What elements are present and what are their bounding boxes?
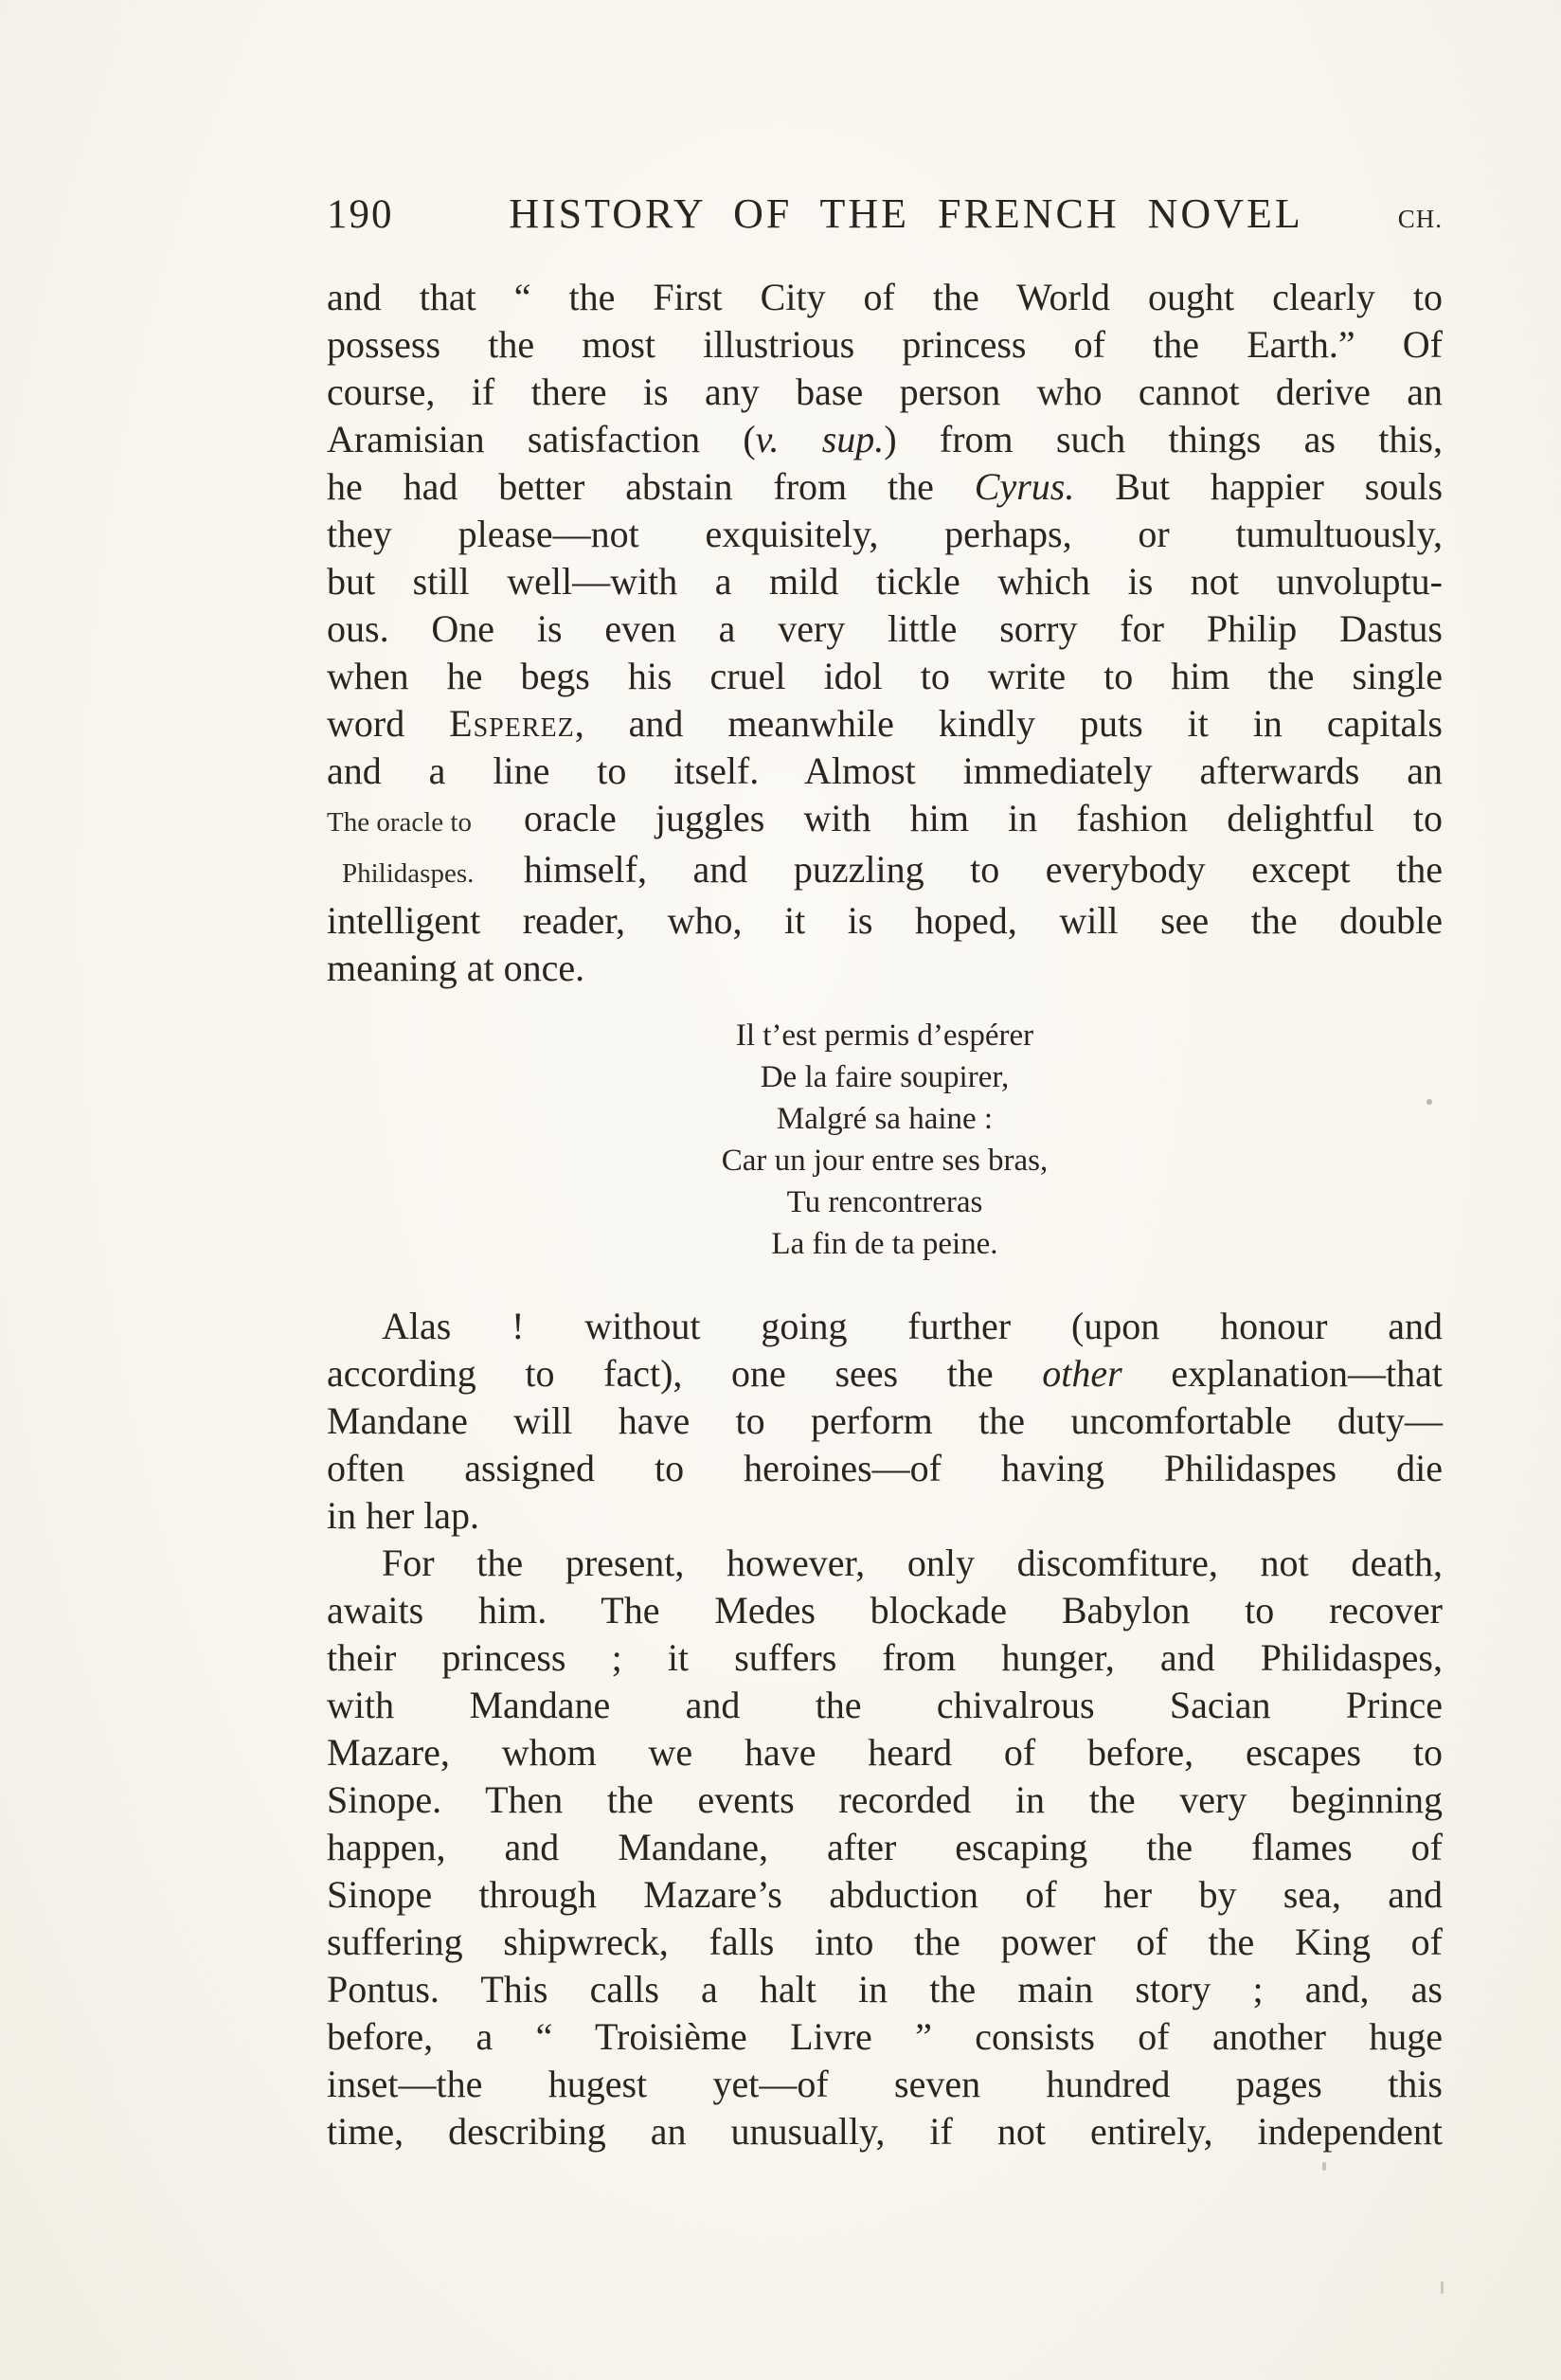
text-segment: Mazare, whom we have heard of before, escapes to [327, 1731, 1443, 1774]
text-segment: Aramisian satisfaction ( [327, 418, 756, 460]
verse-line: Malgré sa haine : [776, 1102, 994, 1136]
italic-text: other [1042, 1352, 1122, 1395]
text-line [327, 2061, 1443, 2108]
text-segment: course, if there is any base person who cannot derive an [327, 370, 1443, 413]
paragraph [327, 274, 1443, 992]
text-line [327, 1587, 1443, 1634]
text-line [327, 274, 1443, 321]
verse-line: Tu rencontreras [786, 1185, 983, 1219]
text-segment: suffering shipwreck, falls into the power of the King of [327, 1920, 1443, 1963]
text-segment: word [327, 702, 450, 745]
text-line [327, 1445, 1443, 1492]
verse-line: De la faire soupirer, [760, 1060, 1010, 1094]
italic-text: Cyrus. [974, 465, 1075, 508]
small-caps-text: Esperez [449, 702, 575, 745]
text-segment: happen, and Mandane, after escaping the flames of [327, 1826, 1443, 1868]
text-segment: But happier souls [1074, 465, 1444, 508]
text-segment: himself, and puzzling to everybody except the [524, 848, 1443, 891]
text-segment: Pontus. This calls a halt in the main story ; and, as [327, 1968, 1443, 2010]
text-line [327, 1634, 1443, 1682]
text-segment: with Mandane and the chivalrous Sacian Prince [327, 1684, 1443, 1726]
text-line [327, 1729, 1443, 1776]
text-segment: ) from such things as this, [884, 418, 1443, 460]
running-title: HISTORY OF THE FRENCH NOVEL [509, 190, 1303, 237]
text-line [327, 463, 1443, 511]
text-segment: Alas ! without going further (upon honour and [382, 1305, 1443, 1347]
text-column [327, 188, 1443, 2155]
text-segment: in her lap. [327, 1494, 480, 1537]
text-segment: when he begs his cruel idol to write to him the single [327, 655, 1443, 697]
text-segment: Sinope through Mazare’s abduction of her by sea, and [327, 1873, 1443, 1916]
paragraph [327, 1303, 1443, 1540]
text-line [327, 321, 1443, 369]
chapter-mark: CH. [1397, 205, 1443, 233]
text-line [327, 1824, 1443, 1871]
verse-line: La fin de ta peine. [771, 1227, 998, 1261]
text-line [327, 653, 1443, 700]
paragraph [327, 1540, 1443, 2155]
text-segment: intelligent reader, who, it is hoped, will see the double [327, 899, 1443, 942]
text-line [327, 369, 1443, 416]
page-number: 190 [327, 192, 394, 237]
text-segment: Sinope. Then the events recorded in the very beginning [327, 1778, 1443, 1821]
text-segment: oracle juggles with him in fashion delightful to [524, 797, 1443, 839]
text-segment: he had better abstain from the [327, 465, 975, 508]
text-line [327, 748, 1443, 795]
text-line-with-note [327, 795, 1443, 846]
text-line [524, 795, 1443, 842]
text-line-with-note [327, 846, 1443, 897]
verse-block [327, 1015, 1443, 1265]
text-segment: possess the most illustrious princess of the Earth.” Of [327, 323, 1443, 366]
text-line [327, 1871, 1443, 1919]
margin-note: Philidaspes. [342, 858, 475, 889]
text-segment: their princess ; it suffers from hunger, and Philidaspes, [327, 1636, 1443, 1679]
text-line [327, 1776, 1443, 1824]
text-segment: Mandane will have to perform the uncomfortable duty— [327, 1399, 1443, 1442]
text-line [327, 1919, 1443, 1966]
text-line [327, 1540, 1443, 1587]
text-line [327, 897, 1443, 945]
text-line [327, 1397, 1443, 1445]
text-segment: For the present, however, only discomfiture, not death, [382, 1542, 1443, 1584]
verse-line: Il t’est permis d’espérer [735, 1019, 1034, 1053]
text-line [327, 605, 1443, 653]
verse-line: Car un jour entre ses bras, [721, 1144, 1049, 1178]
text-line [327, 511, 1443, 558]
text-line [327, 2108, 1443, 2155]
text-segment: ous. One is even a very little sorry for Philip Dastus [327, 607, 1443, 650]
text-line [327, 1350, 1443, 1397]
text-line [327, 416, 1443, 463]
text-segment: time, describing an unusually, if not entirely, independent [327, 2110, 1443, 2153]
scan-mark [1441, 2281, 1444, 2294]
text-segment: and a line to itself. Almost immediately afterwards an [327, 749, 1443, 792]
text-segment: often assigned to heroines—of having Philidaspes die [327, 1447, 1443, 1489]
scan-mark [1322, 2162, 1326, 2171]
text-line [327, 558, 1443, 605]
text-body [327, 274, 1443, 2155]
text-line [327, 945, 1443, 992]
italic-text: v. sup. [755, 418, 885, 460]
text-line [327, 1303, 1443, 1350]
text-segment: , and meanwhile kindly puts it in capitals [574, 702, 1443, 745]
text-segment: inset—the hugest yet—of seven hundred pages this [327, 2063, 1443, 2105]
text-segment: according to fact), one sees the [327, 1352, 1043, 1395]
text-segment: they please—not exquisitely, perhaps, or tumultuously, [327, 513, 1443, 555]
text-segment: and that “ the First City of the World ought clearly to [327, 276, 1443, 318]
scan-mark [1426, 1099, 1432, 1105]
running-header [327, 188, 1443, 245]
text-segment: before, a “ Troisième Livre ” consists of another huge [327, 2015, 1443, 2058]
text-segment: explanation—that [1121, 1352, 1443, 1395]
text-line [327, 2013, 1443, 2061]
text-line [524, 846, 1443, 893]
text-segment: but still well—with a mild tickle which is not unvoluptu- [327, 560, 1443, 603]
text-segment: awaits him. The Medes blockade Babylon to recover [327, 1589, 1443, 1632]
text-line [327, 1492, 1443, 1540]
text-segment: meaning at once. [327, 947, 585, 989]
text-line [327, 1966, 1443, 2013]
text-line [327, 1682, 1443, 1729]
margin-note: The oracle to [327, 807, 472, 838]
text-line [327, 700, 1443, 748]
